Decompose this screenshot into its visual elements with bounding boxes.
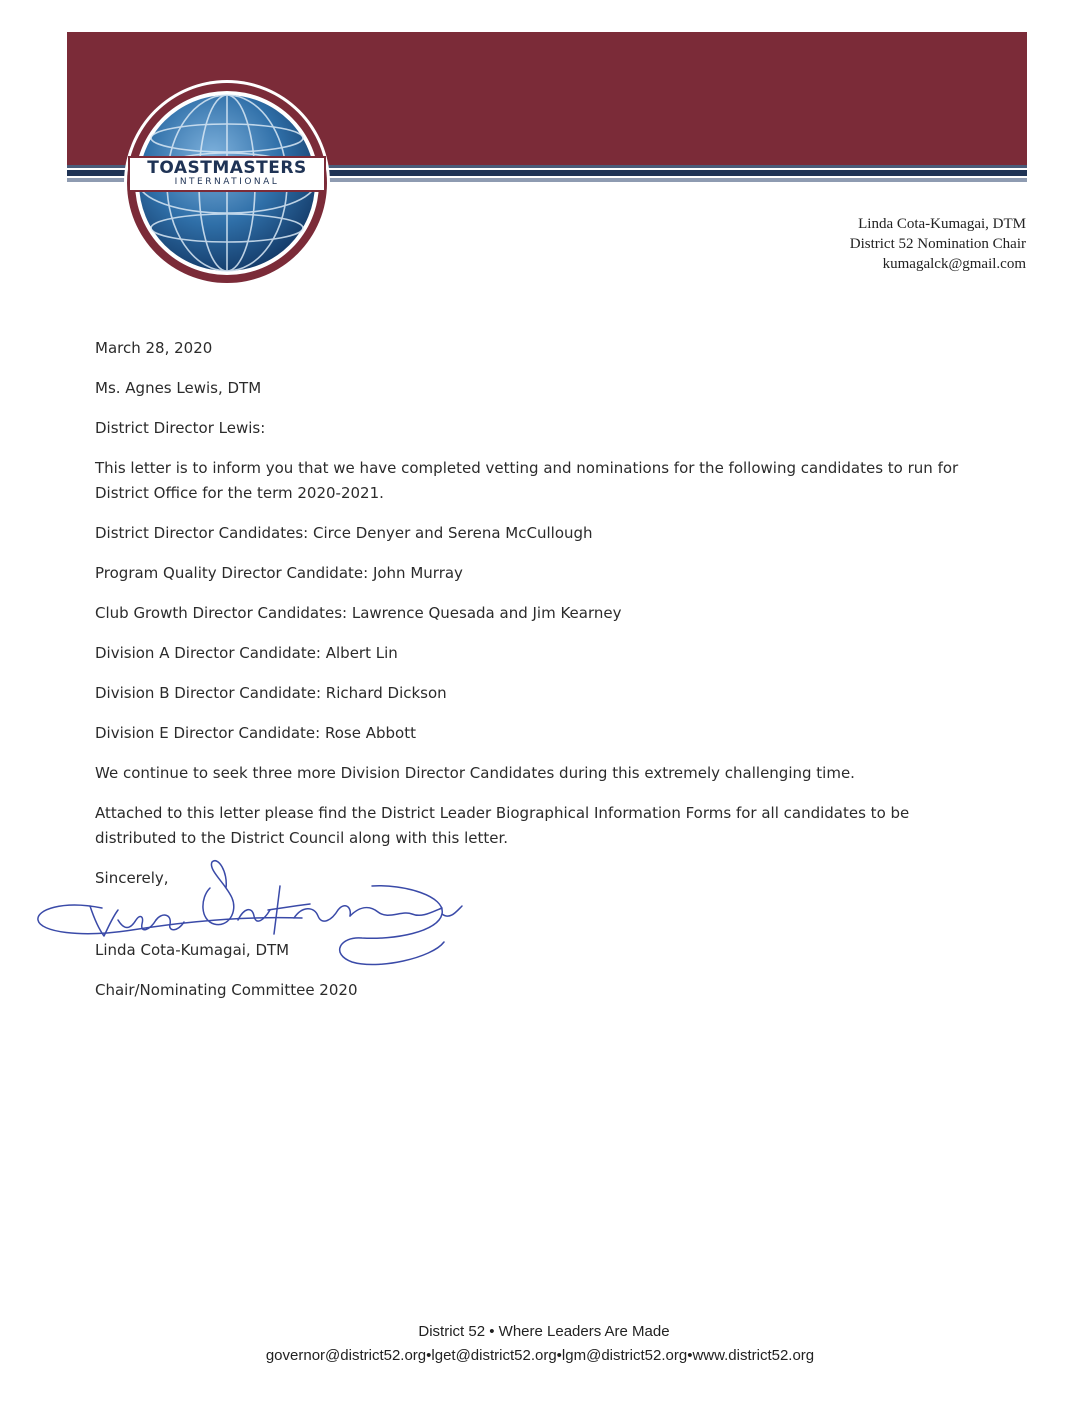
signer-name: Linda Cota-Kumagai, DTM <box>95 941 290 959</box>
letter-salutation: District Director Lewis: <box>95 419 266 437</box>
letter-intro: This letter is to inform you that we have completed vetting and nominations for the following candidates to run for District Office for the term 2020-2021. <box>95 459 959 502</box>
letter-attachment-line: Attached to this letter please find the District Leader Biographical Information Forms for all candidates to be <box>95 804 910 822</box>
sender-name: Linda Cota-Kumagai, DTM <box>858 216 1026 232</box>
logo-wordmark <box>128 156 326 192</box>
logo-line-international: INTERNATIONAL <box>174 177 280 187</box>
sender-email: kumagalck@gmail.com <box>882 256 1026 272</box>
letter-attachment-line: distributed to the District Council along with this letter. <box>95 829 509 847</box>
footer-tagline: District 52 • Where Leaders Are Made <box>418 1323 670 1340</box>
sender-block <box>850 214 1026 274</box>
candidate-line: Program Quality Director Candidate: John Murray <box>95 564 463 582</box>
candidate-line: Club Growth Director Candidates: Lawrence Quesada and Jim Kearney <box>95 604 622 622</box>
letter-date: March 28, 2020 <box>95 339 213 357</box>
candidate-line: Division A Director Candidate: Albert Lin <box>95 644 398 662</box>
signer-title: Chair/Nominating Committee 2020 <box>95 981 358 999</box>
footer-contacts: governor@district52.org•lget@district52.org•lgm@district52.org•www.district52.org <box>265 1347 815 1364</box>
sender-title: District 52 Nomination Chair <box>849 236 1026 252</box>
candidate-line: Division E Director Candidate: Rose Abbott <box>95 724 416 742</box>
letter-recipient: Ms. Agnes Lewis, DTM <box>95 379 262 397</box>
candidate-line: District Director Candidates: Circe Denyer and Serena McCullough <box>95 524 593 542</box>
handwritten-signature <box>32 858 472 976</box>
logo-line-toastmasters: TOASTMASTERS <box>147 158 307 178</box>
letter-closing: Sincerely, <box>95 869 169 887</box>
letter-continuation: We continue to seek three more Division Director Candidates during this extremely challenging time. <box>95 764 855 782</box>
candidate-line: Division B Director Candidate: Richard Dickson <box>95 684 447 702</box>
